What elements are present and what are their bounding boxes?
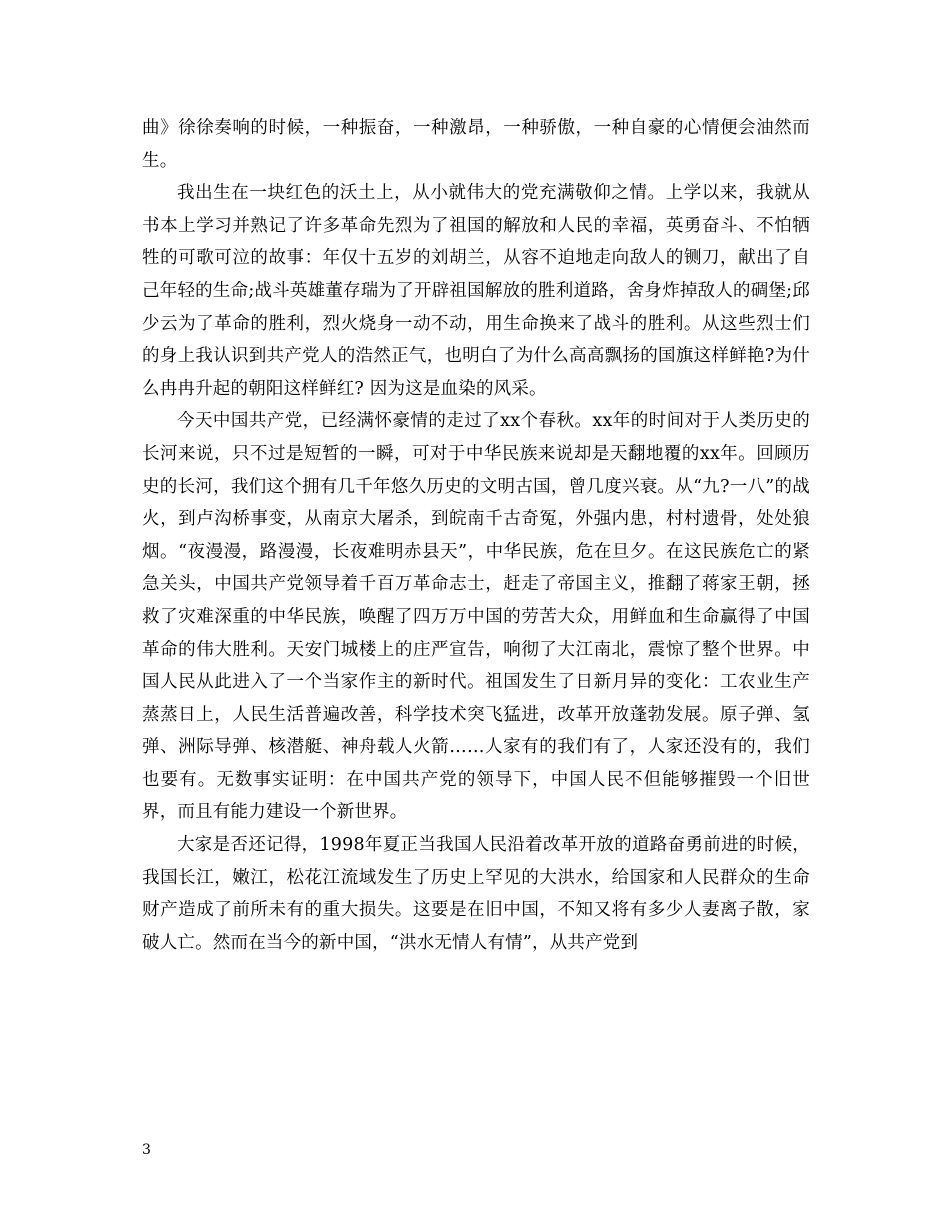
paragraph-3: 今天中国共产党，已经满怀豪情的走过了xx个春秋。xx年的时间对于人类历史的长河来说，只不过是短暂的一瞬，可对于中华民族来说却是天翻地覆的xx年。回顾历史的长河，我们这个拥有几千年悠久历史的文明古国，曾几度兴衰。从“九?一八”的战火，到卢沟桥事变，从南京大屠杀，到皖南千古奇冤，外强内患，村村遗骨，处处狼烟。“夜漫漫，路漫漫，长夜难明赤县天”，中华民族，危在旦夕。在这民族危亡的紧急关头，中国共产党领导着千百万革命志士，赶走了帝国主义，推翻了蒋家王朝，拯救了灾难深重的中华民族，唤醒了四万万中国的劳苦大众，用鲜血和生命赢得了中国革命的伟大胜利。天安门城楼上的庄严宣告，响彻了大江南北，震惊了整个世界。中国人民从此进入了一个当家作主的新时代。祖国发生了日新月异的变化：工农业生产蒸蒸日上，人民生活普遍改善，科学技术突飞猛进，改革开放蓬勃发展。原子弹、氢弹、洲际导弹、核潜艇、神舟载人火箭……人家有的我们有了，人家还没有的，我们也要有。无数事实证明：在中国共产党的领导下，中国人民不但能够摧毁一个旧世界，而且有能力建设一个新世界。 <box>142 411 810 823</box>
paragraph-2: 我出生在一块红色的沃土上，从小就伟大的党充满敬仰之情。上学以来，我就从书本上学习并熟记了许多革命先烈为了祖国的解放和人民的幸福，英勇奋斗、不怕牺牲的可歌可泣的故事：年仅十五岁的刘胡兰，从容不迫地走向敌人的铡刀，献出了自己年轻的生命;战斗英雄董存瑞为了开辟祖国解放的胜利道路，舍身炸掉敌人的碉堡;邱少云为了革命的胜利，烈火烧身一动不动，用生命换来了战斗的胜利。从这些烈士们的身上我认识到共产党人的浩然正气，也明白了为什么高高飘扬的国旗这样鲜艳?为什么冉冉升起的朝阳这样鲜红? 因为这是血染的风采。 <box>142 183 810 399</box>
page-number: 3 <box>142 1142 151 1158</box>
document-body <box>142 112 810 959</box>
paragraph-1-continued: 曲》徐徐奏响的时候，一种振奋，一种激昂，一种骄傲，一种自豪的心情便会油然而生。 <box>142 118 810 171</box>
paragraph-4: 大家是否还记得，1998年夏正当我国人民沿着改革开放的道路奋勇前进的时候，我国长江，嫩江，松花江流域发生了历史上罕见的大洪水，给国家和人民群众的生命财产造成了前所未有的重大损失。这要是在旧中国，不知又将有多少人妻离子散，家破人亡。然而在当今的新中国，“洪水无情人有情”，从共产党到 <box>142 835 810 953</box>
